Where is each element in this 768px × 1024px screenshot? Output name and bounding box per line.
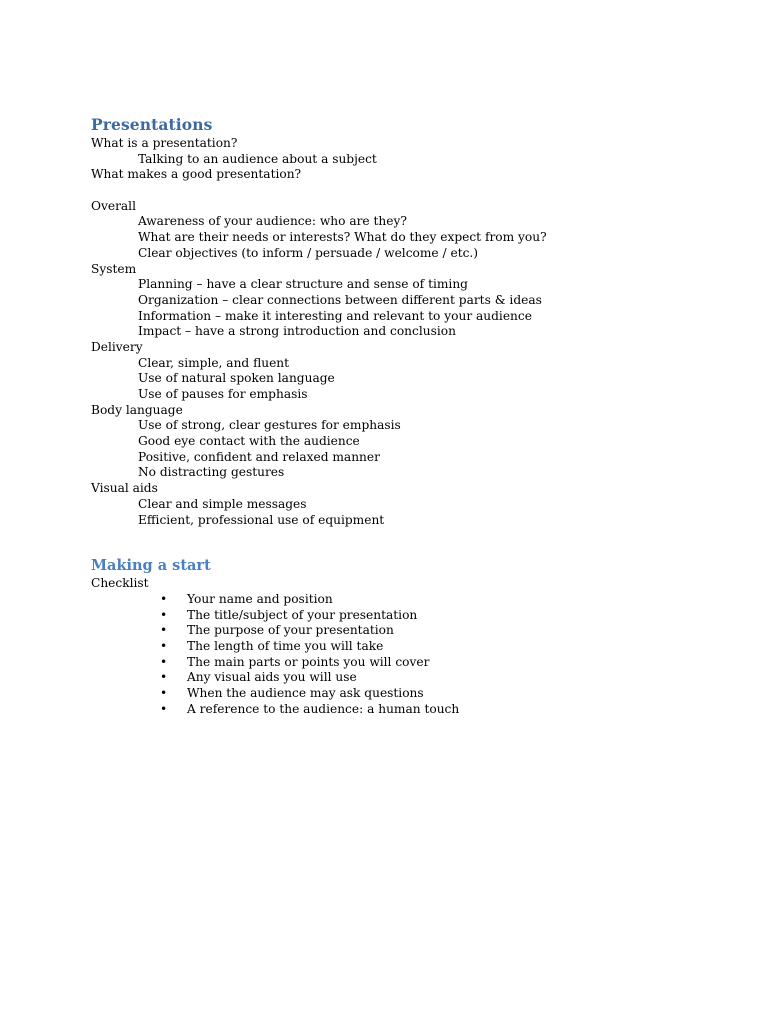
section-item: Awareness of your audience: who are they? <box>138 214 407 229</box>
checklist-item <box>91 623 711 639</box>
section-heading-system: System <box>91 261 137 276</box>
bullet-icon: • <box>160 638 168 653</box>
checklist-item-text: The title/subject of your presentation <box>187 607 418 622</box>
section-item: Clear, simple, and fluent <box>138 355 290 370</box>
bullet-icon: • <box>160 670 168 685</box>
checklist-item-text: The length of time you will take <box>187 638 384 653</box>
checklist-item-text: The purpose of your presentation <box>187 623 394 638</box>
bullet-icon: • <box>160 686 168 700</box>
presentations-heading: Presentations <box>91 115 213 134</box>
checklist-item-text: The main parts or points you will cover <box>187 654 430 669</box>
section-heading-overall: Overall <box>91 198 136 213</box>
section-heading-delivery: Delivery <box>91 339 143 354</box>
section-item: Clear and simple messages <box>138 496 307 511</box>
checklist-item-text: When the audience may ask questions <box>187 686 424 700</box>
bullet-icon: • <box>160 654 168 669</box>
checklist-item <box>91 686 711 702</box>
bullet-icon: • <box>160 591 168 606</box>
checklist-item <box>91 639 711 655</box>
bullet-icon: • <box>160 623 168 638</box>
checklist-item <box>91 608 711 624</box>
section-spacer <box>91 528 711 555</box>
checklist-label: Checklist <box>91 576 149 591</box>
checklist-item <box>91 592 711 608</box>
question-what-makes: What makes a good presentation? <box>91 167 302 182</box>
checklist-item <box>91 655 711 671</box>
section-heading-body-language: Body language <box>91 402 183 417</box>
checklist-item-text: A reference to the audience: a human touch <box>187 701 460 716</box>
section-item: Information – make it interesting and relevant to your audience <box>138 308 532 323</box>
section-heading-visual-aids: Visual aids <box>91 481 158 496</box>
section-item: Positive, confident and relaxed manner <box>138 449 380 464</box>
section-item: Efficient, professional use of equipment <box>138 512 385 527</box>
section-item: Good eye contact with the audience <box>138 434 360 449</box>
checklist-item <box>91 670 711 686</box>
answer-what-is: Talking to an audience about a subject <box>138 151 377 166</box>
checklist-item <box>91 702 711 718</box>
making-a-start-heading: Making a start <box>91 557 211 575</box>
bullet-icon: • <box>160 701 168 716</box>
checklist-item-text: Your name and position <box>187 591 333 606</box>
question-what-is: What is a presentation? <box>91 136 238 150</box>
section-item: Planning – have a clear structure and sense of timing <box>138 277 468 292</box>
section-item: Use of pauses for emphasis <box>138 387 308 401</box>
section-item: Clear objectives (to inform / persuade / welcome / etc.) <box>138 245 479 260</box>
section-item: Organization – clear connections between different parts & ideas <box>138 292 542 307</box>
blank-line <box>91 183 711 199</box>
section-item: What are their needs or interests? What do they expect from you? <box>138 230 547 245</box>
section-item: Impact – have a strong introduction and conclusion <box>138 324 456 339</box>
checklist-item-text: Any visual aids you will use <box>187 670 357 685</box>
section-item: Use of strong, clear gestures for emphasis <box>138 418 401 433</box>
document-content <box>91 114 711 717</box>
section-item: Use of natural spoken language <box>138 371 335 386</box>
bullet-icon: • <box>160 607 168 622</box>
section-item: No distracting gestures <box>138 465 285 480</box>
